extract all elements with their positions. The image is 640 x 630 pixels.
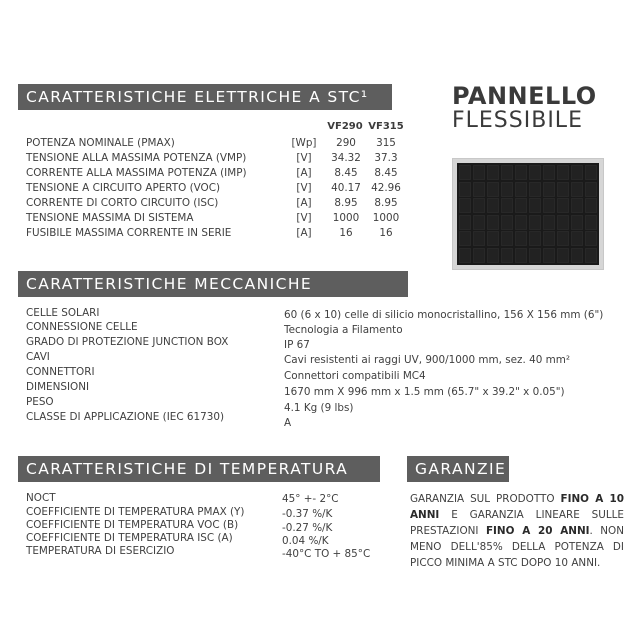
panel-cell	[585, 215, 597, 230]
mech-value: A	[284, 417, 292, 429]
panel-cell	[529, 248, 541, 263]
panel-cell	[543, 165, 555, 180]
panel-cell	[459, 215, 471, 230]
panel-cell	[585, 165, 597, 180]
temp-label: COEFFICIENTE DI TEMPERATURA PMAX (Y)	[26, 506, 245, 518]
mech-label: CAVI	[26, 351, 50, 363]
panel-cell	[571, 182, 583, 197]
panel-cell	[529, 165, 541, 180]
elec-v2: 42.96	[371, 182, 401, 194]
panel-cell	[557, 198, 569, 213]
panel-cell	[585, 248, 597, 263]
panel-cell	[543, 231, 555, 246]
temp-label: NOCT	[26, 492, 56, 504]
warranty-part1: GARANZIA SUL PRODOTTO	[410, 493, 561, 505]
panel-cell	[557, 182, 569, 197]
panel-cell	[571, 248, 583, 263]
panel-cell	[515, 165, 527, 180]
panel-cell	[501, 215, 513, 230]
panel-cell	[529, 182, 541, 197]
elec-unit: [A]	[296, 227, 312, 239]
mech-label: CLASSE DI APPLICAZIONE (IEC 61730)	[26, 411, 225, 423]
panel-cell	[459, 182, 471, 197]
warranty-bold1: FINO A 10 ANNI	[410, 493, 624, 521]
panel-cell	[557, 215, 569, 230]
panel-cell	[529, 198, 541, 213]
panel-cell	[473, 165, 485, 180]
product-subtitle: FLESSIBILE	[452, 108, 583, 133]
panel-cell	[585, 231, 597, 246]
warranty-text	[410, 491, 624, 571]
panel-cell	[473, 248, 485, 263]
panel-cell	[473, 182, 485, 197]
solar-panel-cells	[457, 163, 599, 265]
mech-label: CONNESSIONE CELLE	[26, 321, 138, 333]
elec-v2: 16	[379, 227, 393, 239]
mech-label: CELLE SOLARI	[26, 307, 100, 319]
elec-v1: 16	[339, 227, 353, 239]
panel-cell	[543, 248, 555, 263]
temp-value: -40°C TO + 85°C	[282, 548, 371, 560]
panel-cell	[459, 231, 471, 246]
panel-cell	[515, 248, 527, 263]
panel-cell	[515, 215, 527, 230]
panel-cell	[473, 231, 485, 246]
panel-cell	[515, 182, 527, 197]
panel-cell	[487, 248, 499, 263]
panel-cell	[459, 198, 471, 213]
warranty-bold2: FINO A 20 ANNI	[485, 525, 590, 537]
elec-v2: 8.95	[374, 197, 398, 209]
mech-label: CONNETTORI	[26, 366, 95, 378]
panel-cell	[543, 198, 555, 213]
panel-cell	[543, 215, 555, 230]
elec-v1: 34.32	[331, 152, 361, 164]
panel-cell	[501, 198, 513, 213]
elec-v1: 8.95	[334, 197, 358, 209]
panel-cell	[557, 231, 569, 246]
mech-value: Cavi resistenti ai raggi UV, 900/1000 mm, sez. 40 mm²	[284, 354, 571, 366]
mech-label: PESO	[26, 396, 54, 408]
warranty-part3: . NON MENO DELL'85% DELLA POTENZA DI PICCO MINIMA A STC DOPO 10 ANNI.	[410, 525, 624, 569]
panel-cell	[585, 182, 597, 197]
mech-value: IP 67	[284, 339, 310, 351]
panel-cell	[487, 165, 499, 180]
panel-cell	[473, 215, 485, 230]
panel-cell	[571, 198, 583, 213]
elec-v1: 40.17	[331, 182, 361, 194]
elec-label: TENSIONE A CIRCUITO APERTO (VOC)	[26, 182, 221, 194]
temp-label: COEFFICIENTE DI TEMPERATURA VOC (B)	[26, 519, 239, 531]
temp-value: 0.04 %/K	[282, 535, 329, 547]
mech-value: Connettori compatibili MC4	[284, 370, 426, 382]
panel-cell	[501, 182, 513, 197]
panel-cell	[459, 248, 471, 263]
temperature-header: CARATTERISTICHE DI TEMPERATURA	[18, 456, 380, 482]
panel-cell	[529, 215, 541, 230]
panel-cell	[501, 248, 513, 263]
mech-value: Tecnologia a Filamento	[284, 324, 403, 336]
temp-label: TEMPERATURA DI ESERCIZIO	[26, 545, 175, 557]
elec-label: TENSIONE ALLA MASSIMA POTENZA (VMP)	[26, 152, 247, 164]
elec-v2: 8.45	[374, 167, 398, 179]
elec-unit: [A]	[296, 167, 312, 179]
elec-unit: [V]	[296, 152, 312, 164]
panel-cell	[557, 248, 569, 263]
panel-cell	[473, 198, 485, 213]
elec-v1: 8.45	[334, 167, 358, 179]
panel-cell	[487, 215, 499, 230]
mech-value: 1670 mm X 996 mm x 1.5 mm (65.7" x 39.2" x 0.05")	[284, 386, 565, 398]
elec-v2: 1000	[372, 212, 400, 224]
product-title: PANNELLO	[452, 82, 597, 110]
mech-label: DIMENSIONI	[26, 381, 90, 393]
panel-cell	[459, 165, 471, 180]
panel-cell	[571, 231, 583, 246]
panel-cell	[487, 198, 499, 213]
elec-unit: [V]	[296, 182, 312, 194]
mech-value: 4.1 Kg (9 lbs)	[284, 402, 354, 414]
panel-cell	[487, 182, 499, 197]
mechanical-header: CARATTERISTICHE MECCANICHE	[18, 271, 408, 297]
temp-value: -0.27 %/K	[282, 522, 333, 534]
panel-cell	[585, 198, 597, 213]
elec-label: CORRENTE ALLA MASSIMA POTENZA (IMP)	[26, 167, 247, 179]
panel-cell	[557, 165, 569, 180]
elec-unit: [V]	[296, 212, 312, 224]
elec-v1: 290	[336, 137, 356, 149]
panel-cell	[501, 231, 513, 246]
elec-label: POTENZA NOMINALE (PMAX)	[26, 137, 175, 149]
col-vf315: VF315	[368, 121, 404, 132]
elec-unit: [Wp]	[291, 137, 317, 149]
col-vf290: VF290	[327, 121, 363, 132]
mech-label: GRADO DI PROTEZIONE JUNCTION BOX	[26, 336, 229, 348]
mech-value: 60 (6 x 10) celle di silicio monocristallino, 156 X 156 mm (6")	[284, 309, 604, 321]
elec-unit: [A]	[296, 197, 312, 209]
elec-v2: 37.3	[374, 152, 398, 164]
panel-cell	[515, 231, 527, 246]
elec-label: TENSIONE MASSIMA DI SISTEMA	[26, 212, 194, 224]
electrical-header: CARATTERISTICHE ELETTRICHE A STC¹	[18, 84, 392, 110]
warranty-part2: E GARANZIA LINEARE SULLE PRESTAZIONI	[410, 509, 624, 537]
temp-value: -0.37 %/K	[282, 508, 333, 520]
panel-cell	[501, 165, 513, 180]
panel-cell	[487, 231, 499, 246]
elec-v1: 1000	[332, 212, 360, 224]
temp-label: COEFFICIENTE DI TEMPERATURA ISC (A)	[26, 532, 233, 544]
panel-cell	[543, 182, 555, 197]
warranty-header: GARANZIE	[407, 456, 509, 482]
elec-label: FUSIBILE MASSIMA CORRENTE IN SERIE	[26, 227, 232, 239]
elec-label: CORRENTE DI CORTO CIRCUITO (ISC)	[26, 197, 219, 209]
panel-cell	[515, 198, 527, 213]
elec-v2: 315	[376, 137, 396, 149]
temp-value: 45° +- 2°C	[282, 493, 339, 505]
panel-cell	[529, 231, 541, 246]
panel-cell	[571, 165, 583, 180]
panel-cell	[571, 215, 583, 230]
solar-panel-image	[452, 158, 604, 270]
